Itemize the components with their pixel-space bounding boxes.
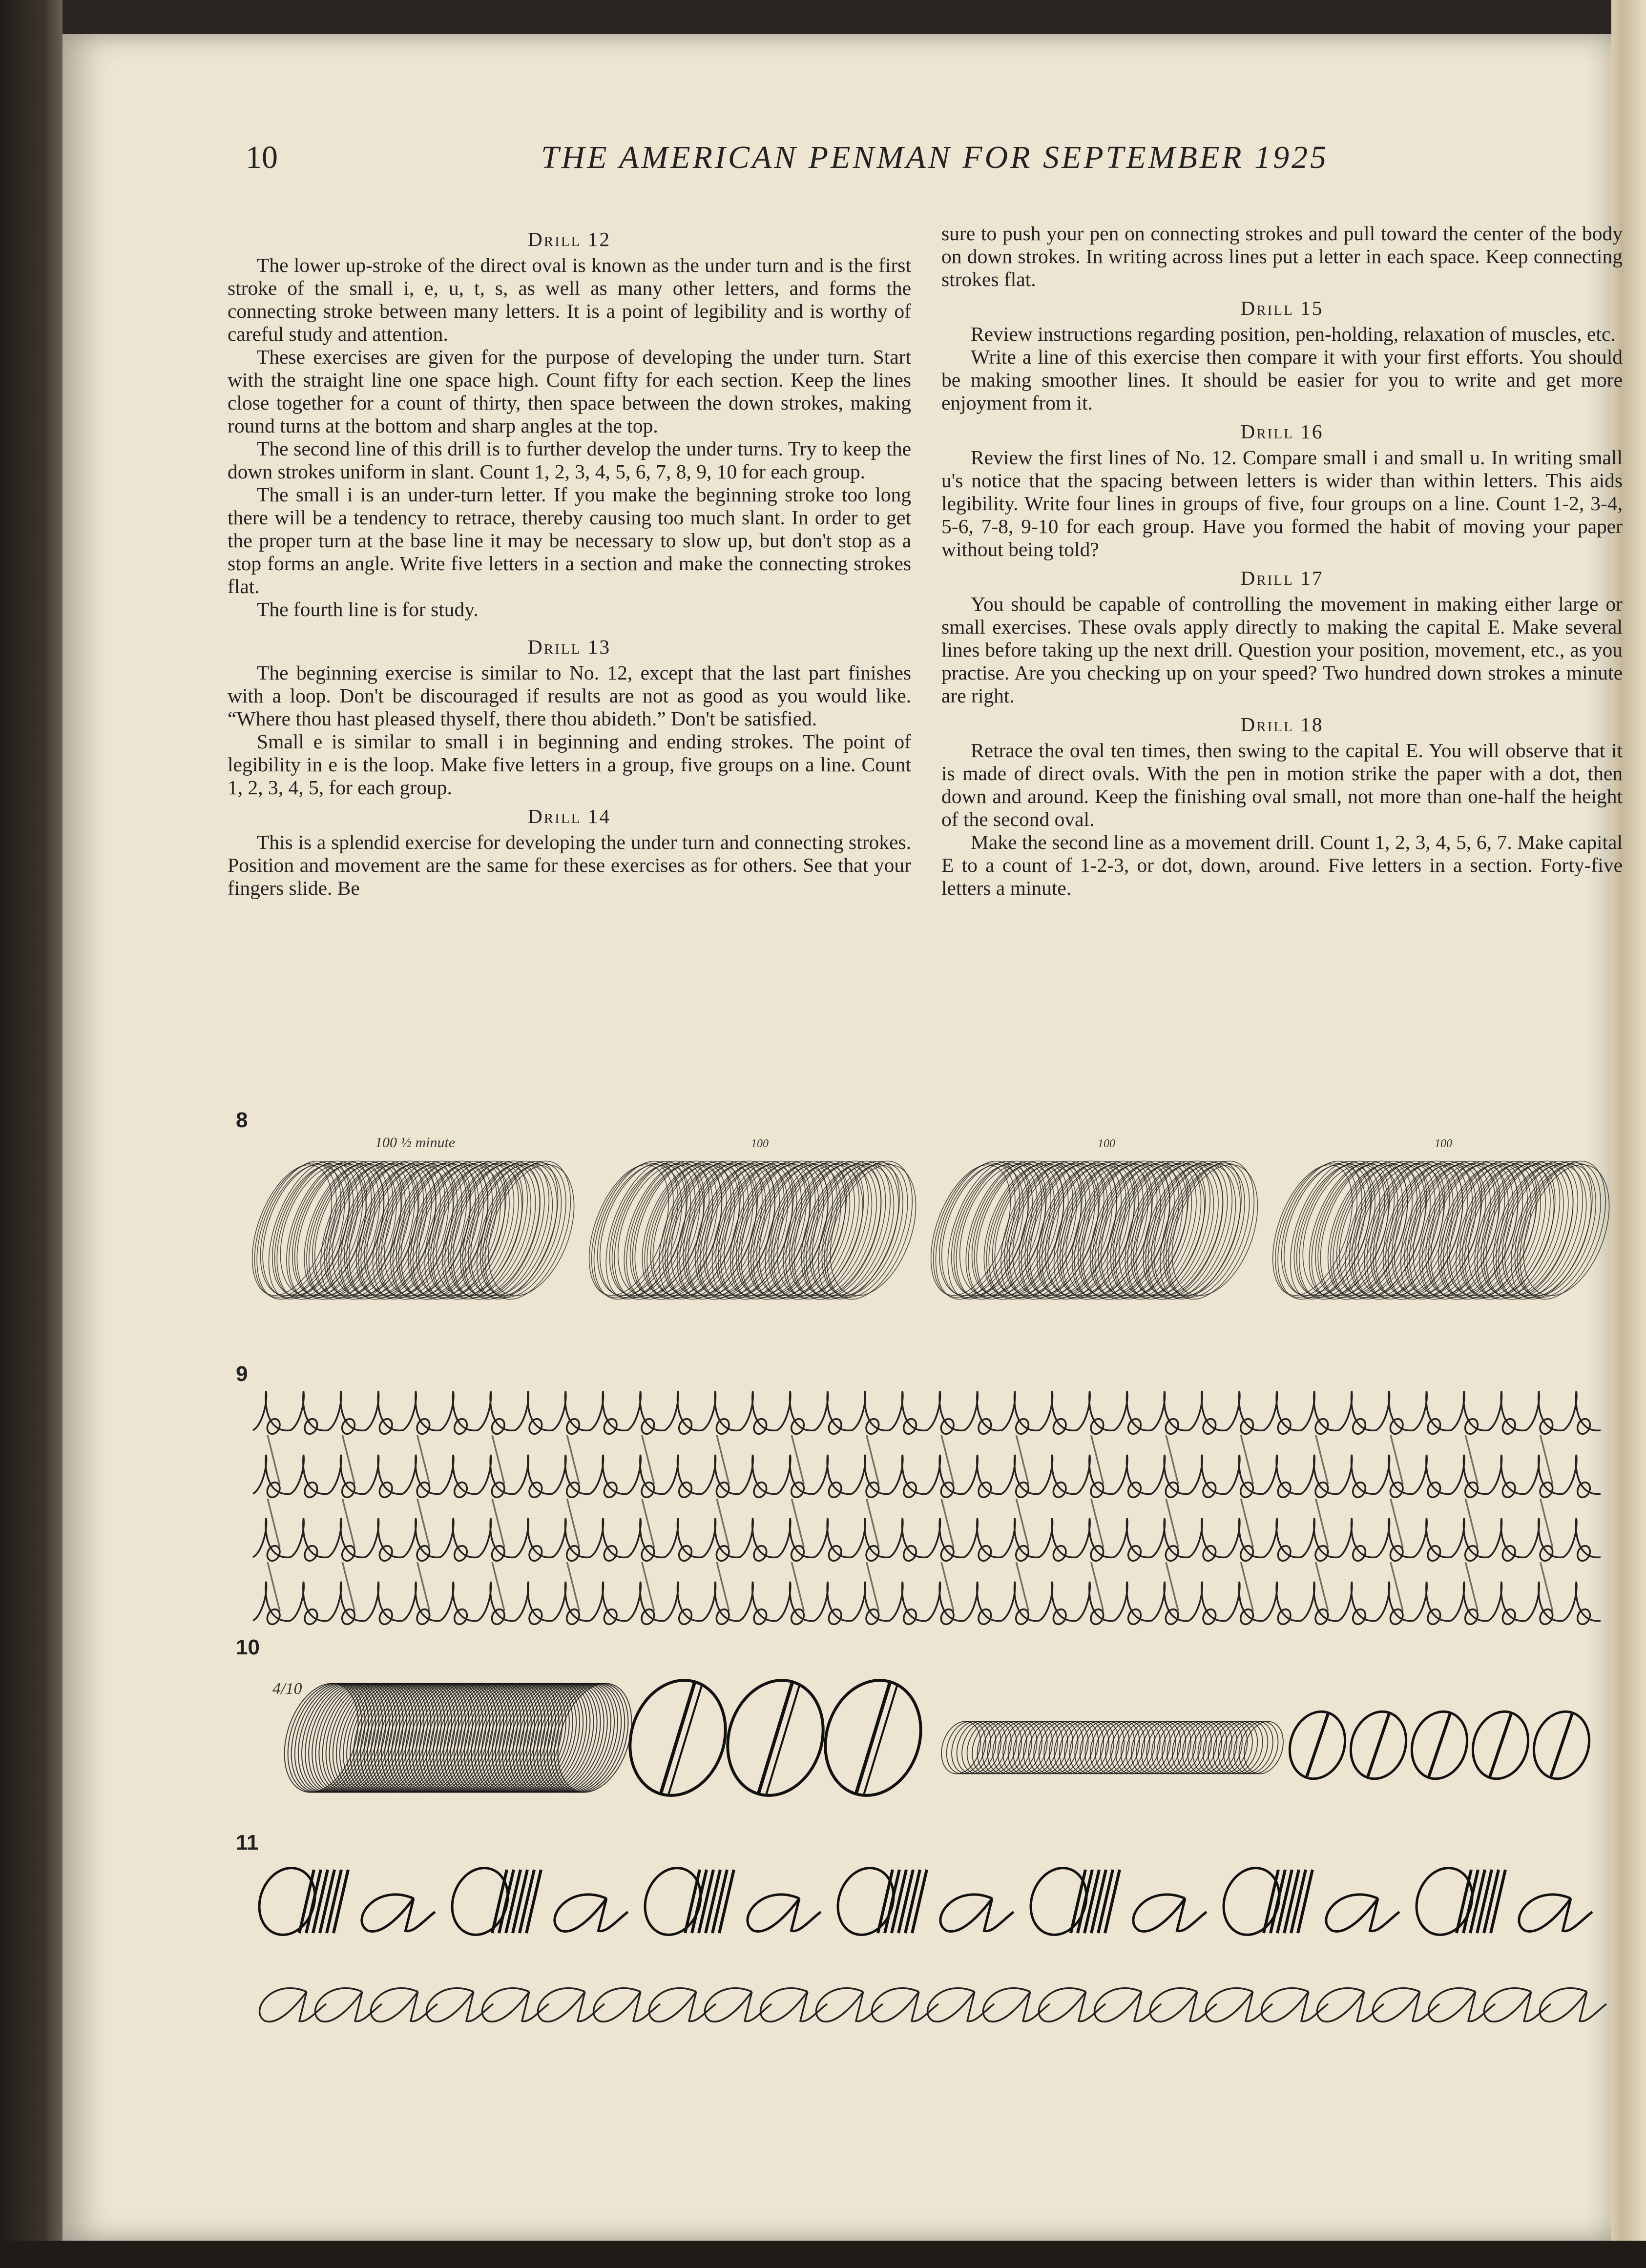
paragraph: The second line of this drill is to further develop the under turns. Try to keep the down strokes uniform in slant. Count 1, 2, 3, 4, 5, 6, 7, 8, 9, 10 for each group. xyxy=(228,437,911,483)
paragraph: The small i is an under-turn letter. If you make the beginning stroke too long there will be a tendency to retrace, thereby causing too much slant. In order to get the proper turn at the base line it may be necessary to slow up, but don't stop as a stop forms an angle. Write five letters in a section and make the connecting strokes flat. xyxy=(228,483,911,598)
figure-8-oval-bands xyxy=(248,1149,1615,1311)
paragraph: The fourth line is for study. xyxy=(257,598,479,620)
running-head xyxy=(63,139,1611,183)
drill-13-heading: Drill 13 xyxy=(527,636,611,658)
figure-8-number: 8 xyxy=(236,1108,248,1132)
figure-10-number: 10 xyxy=(236,1635,260,1659)
paragraph: Review the first lines of No. 12. Compare small i and small u. In writing small u's notice that the spacing between letters is wider than within letters. This aids legibility. Write four lines in groups of five, four groups on a line. Count 1-2, 3-4, 5-6, 7-8, 9-10 for each group. Have you formed the habit of moving your paper without being told? xyxy=(941,446,1623,560)
figure-8-count: 100 xyxy=(1435,1137,1452,1150)
paragraph: Write a line of this exercise then compare it with your first efforts. You should be making smoother lines. It should be easier for you to write and get more enjoyment from it. xyxy=(941,346,1623,414)
paragraph: These exercises are given for the purpose of developing the under turn. Start with the straight line one space high. Count fifty for each section. Keep the lines close together for a count of thirty, then space between the down strokes, making round turns at the bottom and sharp angles at the top. xyxy=(228,346,911,437)
drill-17-heading: Drill 17 xyxy=(1240,567,1324,589)
journal-title: THE AMERICAN PENMAN FOR SEPTEMBER 1925 xyxy=(541,140,1329,175)
figure-8-count: 100 xyxy=(1098,1137,1115,1150)
figure-11-number: 11 xyxy=(236,1831,259,1855)
drill-15-heading: Drill 15 xyxy=(1240,297,1324,319)
figure-9-script-lines xyxy=(253,1391,1601,1627)
paragraph: Retrace the oval ten times, then swing to the capital E. You will observe that it is made of direct ovals. With the pen in motion strike the paper with a dot, then down and around. Keep the finishing oval small, not more than one-half the height of the second oval. xyxy=(941,739,1623,830)
figure-9-under-turn-drills xyxy=(248,1381,1615,1665)
paragraph: You should be capable of controlling the movement in making either large or small exercises. These ovals apply directly to making the capital E. Make several lines before taking up the next drill. Question your position, movement, etc., as you practise. Are you checking up on your speed? Two hundred down strokes a minute are right. xyxy=(941,593,1623,707)
figure-10-oval-drills xyxy=(248,1655,1615,1816)
scan-background-left xyxy=(0,0,63,2268)
paragraph: sure to push your pen on connecting strokes and pull toward the center of the body on down strokes. In writing across lines put a letter in each space. Keep connecting strokes flat. xyxy=(941,222,1623,290)
left-column xyxy=(228,222,911,900)
drill-16-heading: Drill 16 xyxy=(1240,420,1324,443)
paragraph: Make the second line as a movement drill. Count 1, 2, 3, 4, 5, 6, 7. Make capital E to a count of 1-2-3, or dot, down, around. Five letters in a section. Forty-five letters a minute. xyxy=(941,831,1623,899)
paragraph: This is a splendid exercise for developing the under turn and connecting strokes. Position and movement are the same for these exercises as for others. See that your fingers slide. Be xyxy=(228,831,911,899)
right-column xyxy=(941,222,1623,900)
figure-10-note: 4/10 xyxy=(272,1680,302,1698)
paragraph: The lower up-stroke of the direct oval is known as the under turn and is the first stroke of the small i, e, u, t, s, as well as many other letters, and forms the connecting stroke between many letters. It is a point of legibility and is worthy of careful study and attention. xyxy=(228,254,911,345)
figure-8-note: 100 ½ minute xyxy=(375,1134,456,1151)
figure-11-small-a-row xyxy=(260,1988,1606,2022)
scan-background-bottom xyxy=(0,2241,1646,2268)
paragraph: The beginning exercise is similar to No. 12, except that the last part finishes with a loop. Don't be discouraged if results are not as good as you would like. “Where thou hast pleased thyself, there thou abideth.” Don't be satisfied. xyxy=(228,661,911,730)
paragraph: Small e is similar to small i in beginning and ending strokes. The point of legibility in e is the loop. Make five letters in a group, five groups on a line. Count 1, 2, 3, 4, 5, for each group. xyxy=(228,730,911,799)
magazine-page xyxy=(63,34,1623,2241)
page-number: 10 xyxy=(246,140,278,175)
drill-18-heading: Drill 18 xyxy=(1240,713,1324,736)
figure-8-count: 100 xyxy=(751,1137,769,1150)
drill-12-heading: Drill 12 xyxy=(527,228,611,250)
figure-9-number: 9 xyxy=(236,1362,248,1386)
figure-10-oval-exercises xyxy=(271,1668,1598,1808)
figure-11-oval-and-a-row xyxy=(250,1860,1592,1942)
paragraph: Review instructions regarding position, pen-holding, relaxation of muscles, etc. xyxy=(971,323,1616,345)
figure-11-small-a-drills xyxy=(248,1850,1615,2055)
figure-8-oval-drills xyxy=(248,1128,1615,1313)
drill-14-heading: Drill 14 xyxy=(527,805,611,827)
